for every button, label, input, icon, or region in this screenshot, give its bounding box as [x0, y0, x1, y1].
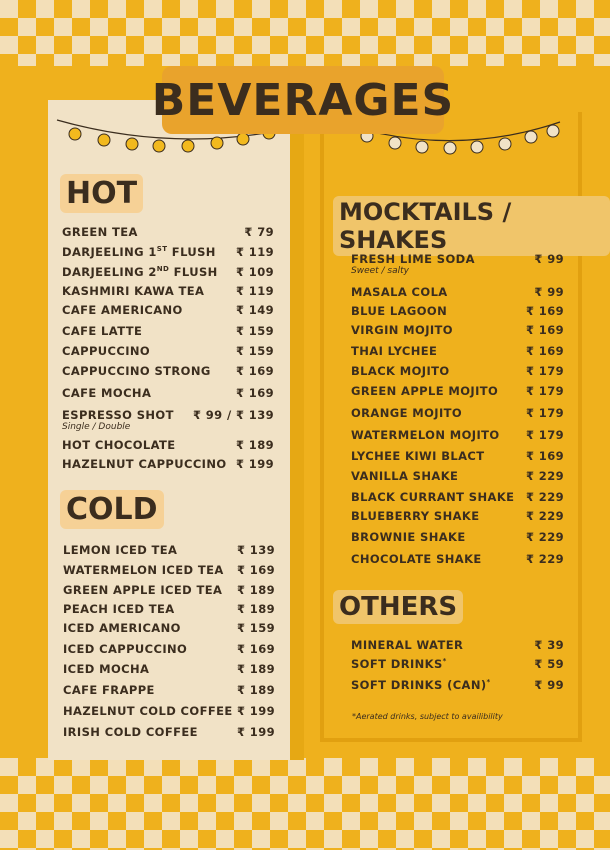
- checker-band-bottom: [0, 758, 610, 850]
- menu-item: [351, 530, 564, 544]
- menu-item-price: ₹ 169: [525, 344, 564, 358]
- menu-item-price: ₹ 169: [525, 323, 564, 337]
- page-title: BEVERAGES: [151, 74, 455, 126]
- menu-item: [62, 324, 274, 338]
- menu-item: [351, 285, 564, 299]
- menu-item-name: CHOCOLATE SHAKE: [351, 552, 482, 566]
- menu-item-name: GREEN TEA: [62, 225, 138, 239]
- menu-item: [351, 252, 564, 266]
- mocktails-heading: MOCKTAILS / SHAKES: [333, 196, 610, 256]
- menu-item: [63, 602, 275, 616]
- menu-item-price: ₹ 159: [235, 344, 274, 358]
- menu-item-name: ESPRESSO SHOT: [62, 408, 174, 422]
- menu-item: [62, 364, 274, 378]
- menu-item: [351, 678, 564, 692]
- cold-heading: COLD: [60, 490, 164, 529]
- menu-item-name: ICED MOCHA: [63, 662, 150, 676]
- menu-item-price: ₹ 39: [534, 638, 564, 652]
- menu-item-name: SOFT DRINKS (CAN)*: [351, 678, 491, 692]
- footnote: *Aerated drinks, subject to availibility: [352, 712, 503, 721]
- menu-item: [351, 490, 564, 504]
- menu-item-name: FRESH LIME SODA: [351, 252, 475, 266]
- menu-item-name: CAPPUCCINO STRONG: [62, 364, 211, 378]
- menu-item: [62, 386, 274, 400]
- menu-item-price: ₹ 169: [235, 364, 274, 378]
- menu-item-price: ₹ 99: [534, 252, 564, 266]
- menu-item: [351, 509, 564, 523]
- menu-item-price: ₹ 199: [236, 725, 275, 739]
- menu-item: [351, 323, 564, 337]
- menu-item-name: HOT CHOCOLATE: [62, 438, 176, 452]
- menu-item-price: ₹ 169: [235, 386, 274, 400]
- menu-item-name: WATERMELON ICED TEA: [63, 563, 224, 577]
- menu-item-name: WATERMELON MOJITO: [351, 428, 500, 442]
- checker-band-top: [0, 0, 610, 66]
- menu-item-price: ₹ 179: [525, 428, 564, 442]
- menu-item-price: ₹ 179: [525, 384, 564, 398]
- menu-item-name: THAI LYCHEE: [351, 344, 438, 358]
- menu-item-price: ₹ 189: [236, 683, 275, 697]
- menu-item: [62, 408, 274, 422]
- hot-heading: HOT: [60, 174, 143, 213]
- menu-item-price: ₹ 229: [525, 509, 564, 523]
- menu-item: [63, 725, 275, 739]
- menu-item: [63, 642, 275, 656]
- menu-item: [62, 303, 274, 317]
- menu-item: [351, 384, 564, 398]
- menu-item: [62, 438, 274, 452]
- menu-item: [351, 657, 564, 671]
- menu-item: [351, 428, 564, 442]
- menu-item-price: ₹ 189: [236, 602, 275, 616]
- menu-item-price: ₹ 199: [235, 457, 274, 471]
- menu-item-price: ₹ 159: [235, 324, 274, 338]
- menu-item-price: ₹ 109: [235, 265, 274, 279]
- menu-item-name: ORANGE MOJITO: [351, 406, 463, 420]
- menu-item-name: DARJEELING 2ND FLUSH: [62, 265, 218, 279]
- menu-item-price: ₹ 229: [525, 469, 564, 483]
- menu-item-price: ₹ 149: [235, 303, 274, 317]
- menu-item-name: BLUE LAGOON: [351, 304, 448, 318]
- menu-item-note: Sweet / salty: [351, 266, 409, 276]
- menu-item-price: ₹ 169: [525, 304, 564, 318]
- menu-item-name: PEACH ICED TEA: [63, 602, 175, 616]
- menu-item: [62, 245, 274, 259]
- menu-item-price: ₹ 189: [236, 583, 275, 597]
- menu-item-name: GREEN APPLE MOJITO: [351, 384, 499, 398]
- menu-item: [62, 457, 274, 471]
- others-heading: OTHERS: [333, 590, 463, 624]
- menu-item-name: CAFE LATTE: [62, 324, 143, 338]
- menu-item-price: ₹ 159: [236, 621, 275, 635]
- menu-item-price: ₹ 169: [236, 642, 275, 656]
- menu-item: [351, 364, 564, 378]
- menu-item-price: ₹ 99: [534, 678, 564, 692]
- menu-item-price: ₹ 99 / ₹ 139: [192, 408, 274, 422]
- menu-item-name: BLUEBERRY SHAKE: [351, 509, 480, 523]
- menu-item: [62, 225, 274, 239]
- menu-item-price: ₹ 229: [525, 490, 564, 504]
- menu-item-name: LEMON ICED TEA: [63, 543, 178, 557]
- menu-item-name: MINERAL WATER: [351, 638, 464, 652]
- menu-item: [351, 344, 564, 358]
- menu-item: [351, 469, 564, 483]
- menu-item-name: KASHMIRI KAWA TEA: [62, 284, 205, 298]
- menu-item-name: LYCHEE KIWI BLACT: [351, 449, 485, 463]
- menu-item-name: HAZELNUT COLD COFFEE: [63, 704, 233, 718]
- menu-item: [351, 406, 564, 420]
- menu-item-price: ₹ 139: [236, 543, 275, 557]
- menu-item-name: CAFE AMERICANO: [62, 303, 183, 317]
- menu-item-price: ₹ 119: [235, 245, 274, 259]
- menu-item-price: ₹ 179: [525, 364, 564, 378]
- menu-item-price: ₹ 199: [236, 704, 275, 718]
- menu-item-name: BLACK MOJITO: [351, 364, 450, 378]
- menu-item-name: SOFT DRINKS*: [351, 657, 447, 671]
- menu-item-name: VANILLA SHAKE: [351, 469, 459, 483]
- menu-item-price: ₹ 229: [525, 552, 564, 566]
- menu-item-price: ₹ 169: [236, 563, 275, 577]
- menu-item: [351, 552, 564, 566]
- menu-item: [62, 265, 274, 279]
- menu-item-name: IRISH COLD COFFEE: [63, 725, 198, 739]
- menu-item-name: DARJEELING 1ST FLUSH: [62, 245, 216, 259]
- menu-item-price: ₹ 189: [236, 662, 275, 676]
- menu-item-name: HAZELNUT CAPPUCCINO: [62, 457, 227, 471]
- menu-item-price: ₹ 169: [525, 449, 564, 463]
- menu-item: [63, 683, 275, 697]
- menu-item-price: ₹ 59: [534, 657, 564, 671]
- menu-item-name: MASALA COLA: [351, 285, 448, 299]
- menu-item-name: ICED CAPPUCCINO: [63, 642, 188, 656]
- menu-item-name: CAFE FRAPPE: [63, 683, 155, 697]
- menu-item: [63, 704, 275, 718]
- menu-item: [63, 563, 275, 577]
- menu-item-price: ₹ 99: [534, 285, 564, 299]
- menu-item-name: CAPPUCCINO: [62, 344, 151, 358]
- menu-item-name: BROWNIE SHAKE: [351, 530, 466, 544]
- menu-item: [62, 284, 274, 298]
- menu-item: [351, 638, 564, 652]
- menu-item: [351, 304, 564, 318]
- menu-item-price: ₹ 179: [525, 406, 564, 420]
- title-box: [151, 66, 455, 134]
- menu-item: [62, 344, 274, 358]
- menu-item: [63, 543, 275, 557]
- menu-item: [63, 662, 275, 676]
- menu-item-name: CAFE MOCHA: [62, 386, 152, 400]
- menu-item-price: ₹ 229: [525, 530, 564, 544]
- menu-item-name: VIRGIN MOJITO: [351, 323, 453, 337]
- menu-item: [351, 449, 564, 463]
- menu-item-note: Single / Double: [62, 422, 131, 432]
- menu-item-price: ₹ 119: [235, 284, 274, 298]
- menu-item: [63, 621, 275, 635]
- menu-item-price: ₹ 189: [235, 438, 274, 452]
- menu-item-name: ICED AMERICANO: [63, 621, 181, 635]
- menu-item-price: ₹ 79: [244, 225, 274, 239]
- menu-item: [63, 583, 275, 597]
- menu-item-name: BLACK CURRANT SHAKE: [351, 490, 515, 504]
- menu-item-name: GREEN APPLE ICED TEA: [63, 583, 223, 597]
